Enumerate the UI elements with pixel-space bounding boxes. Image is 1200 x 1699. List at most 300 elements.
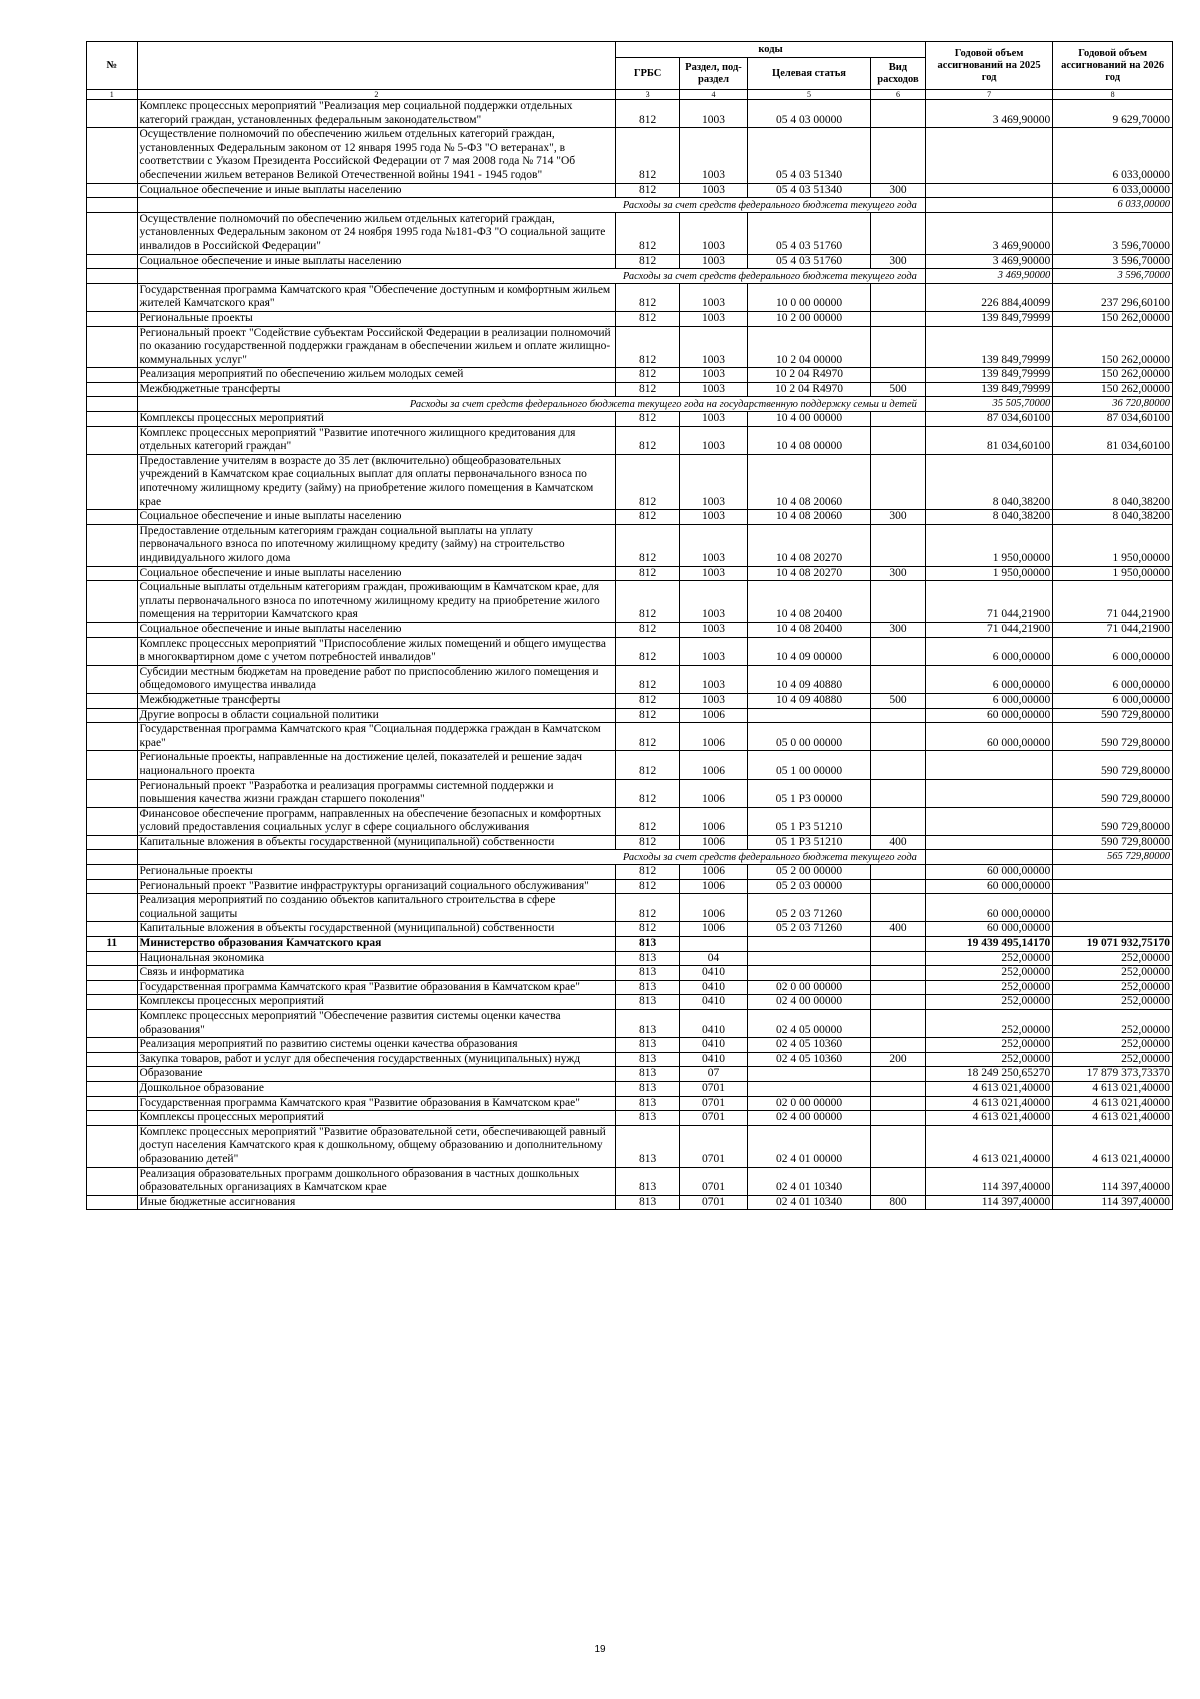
table-row xyxy=(87,524,1173,566)
target-article-cell: 05 2 03 71260 xyxy=(748,922,871,937)
item-name-cell: Комплекс процессных мероприятий "Реализация мер социальной поддержки отдельных категорий граждан, установленных федеральным законодательством" xyxy=(137,100,616,128)
target-article-cell: 05 2 00 00000 xyxy=(748,865,871,880)
amount-2026-cell: 87 034,60100 xyxy=(1053,412,1173,427)
target-article-cell: 10 4 08 20270 xyxy=(748,566,871,581)
expense-type-cell xyxy=(871,454,926,509)
item-name-cell: Социальное обеспечение и иные выплаты населению xyxy=(137,183,616,198)
grbs-cell: 813 xyxy=(616,1167,680,1195)
grbs-cell: 813 xyxy=(616,1067,680,1082)
section-cell: 1006 xyxy=(679,922,747,937)
amount-2026-cell xyxy=(1053,894,1173,922)
row-number-cell xyxy=(87,1111,138,1126)
row-number-cell xyxy=(87,1052,138,1067)
row-number-cell xyxy=(87,128,138,183)
amount-2025-cell: 3 469,90000 xyxy=(925,254,1052,269)
table-row xyxy=(87,212,1173,254)
target-article-cell: 10 2 00 00000 xyxy=(748,311,871,326)
amount-2025-cell: 114 397,40000 xyxy=(925,1167,1052,1195)
grbs-cell: 812 xyxy=(616,693,680,708)
amount-2025-cell: 252,00000 xyxy=(925,980,1052,995)
target-article-cell: 10 4 08 00000 xyxy=(748,426,871,454)
section-cell: 07 xyxy=(679,1067,747,1082)
row-number-cell xyxy=(87,1081,138,1096)
row-number-cell xyxy=(87,1167,138,1195)
amount-2025-cell: 226 884,40099 xyxy=(925,283,1052,311)
target-article-cell: 10 4 09 00000 xyxy=(748,637,871,665)
grbs-cell: 812 xyxy=(616,183,680,198)
amount-2025-cell: 252,00000 xyxy=(925,995,1052,1010)
amount-2026-cell: 6 033,00000 xyxy=(1053,183,1173,198)
note-cell: Расходы за счет средств федерального бюджета текущего года xyxy=(137,198,925,213)
table-row xyxy=(87,1052,1173,1067)
table-row xyxy=(87,951,1173,966)
amount-2025-cell: 139 849,79999 xyxy=(925,326,1052,368)
expense-type-cell xyxy=(871,995,926,1010)
target-article-cell: 02 0 00 00000 xyxy=(748,1096,871,1111)
table-row xyxy=(87,283,1173,311)
table-row xyxy=(87,1195,1173,1210)
row-number-cell xyxy=(87,183,138,198)
item-name-cell: Комплексы процессных мероприятий xyxy=(137,995,616,1010)
section-cell: 0410 xyxy=(679,1010,747,1038)
col-target-header: Целевая статья xyxy=(748,58,871,90)
item-name-cell: Финансовое обеспечение программ, направленных на обеспечение безопасных и комфортных условий предоставления социальных услуг в сфере социального обслуживания xyxy=(137,807,616,835)
amount-2025-cell: 139 849,79999 xyxy=(925,311,1052,326)
amount-2025-cell: 4 613 021,40000 xyxy=(925,1096,1052,1111)
table-row xyxy=(87,1167,1173,1195)
amount-2025-cell: 71 044,21900 xyxy=(925,581,1052,623)
row-number-cell: 11 xyxy=(87,937,138,952)
item-name-cell: Национальная экономика xyxy=(137,951,616,966)
item-name-cell: Социальное обеспечение и иные выплаты населению xyxy=(137,254,616,269)
grbs-cell: 812 xyxy=(616,581,680,623)
amount-2025-cell: 1 950,00000 xyxy=(925,524,1052,566)
amount-2026-cell: 565 729,80000 xyxy=(1053,850,1173,865)
expense-type-cell xyxy=(871,311,926,326)
row-number-cell xyxy=(87,198,138,213)
amount-2026-cell: 252,00000 xyxy=(1053,1052,1173,1067)
grbs-cell: 813 xyxy=(616,1125,680,1167)
amount-2026-cell: 4 613 021,40000 xyxy=(1053,1096,1173,1111)
section-cell: 0410 xyxy=(679,966,747,981)
amount-2026-cell: 9 629,70000 xyxy=(1053,100,1173,128)
section-cell: 1003 xyxy=(679,311,747,326)
amount-2025-cell: 87 034,60100 xyxy=(925,412,1052,427)
row-number-cell xyxy=(87,951,138,966)
table-row xyxy=(87,454,1173,509)
table-row xyxy=(87,995,1173,1010)
amount-2026-cell: 252,00000 xyxy=(1053,995,1173,1010)
target-article-cell: 05 1 P3 00000 xyxy=(748,779,871,807)
grbs-cell: 813 xyxy=(616,1081,680,1096)
row-number-cell xyxy=(87,581,138,623)
amount-2026-cell: 6 033,00000 xyxy=(1053,198,1173,213)
section-cell: 1006 xyxy=(679,751,747,779)
column-index: 4 xyxy=(679,90,747,100)
amount-2025-cell: 71 044,21900 xyxy=(925,622,1052,637)
grbs-cell: 812 xyxy=(616,128,680,183)
column-index: 3 xyxy=(616,90,680,100)
amount-2025-cell xyxy=(925,751,1052,779)
item-name-cell: Предоставление отдельным категориям граждан социальной выплаты на уплату первоначального взноса по ипотечному жилищному кредиту (займу) на строительство индивидуального жилого дома xyxy=(137,524,616,566)
grbs-cell: 812 xyxy=(616,566,680,581)
column-index: 7 xyxy=(925,90,1052,100)
section-cell: 1003 xyxy=(679,368,747,383)
expense-type-cell xyxy=(871,326,926,368)
expense-type-cell: 300 xyxy=(871,622,926,637)
row-number-cell xyxy=(87,283,138,311)
section-cell: 1006 xyxy=(679,894,747,922)
expense-type-cell: 800 xyxy=(871,1195,926,1210)
row-number-cell xyxy=(87,835,138,850)
target-article-cell xyxy=(748,966,871,981)
grbs-cell: 812 xyxy=(616,382,680,397)
row-number-cell xyxy=(87,382,138,397)
amount-2025-cell xyxy=(925,183,1052,198)
row-number-cell xyxy=(87,723,138,751)
row-number-cell xyxy=(87,637,138,665)
row-number-cell xyxy=(87,1038,138,1053)
row-number-cell xyxy=(87,922,138,937)
table-row xyxy=(87,100,1173,128)
col-section-header: Раздел, под-раздел xyxy=(679,58,747,90)
grbs-cell: 812 xyxy=(616,212,680,254)
amount-2025-cell xyxy=(925,128,1052,183)
grbs-cell: 812 xyxy=(616,807,680,835)
grbs-cell: 812 xyxy=(616,637,680,665)
row-number-cell xyxy=(87,1010,138,1038)
item-name-cell: Социальное обеспечение и иные выплаты населению xyxy=(137,566,616,581)
amount-2026-cell: 4 613 021,40000 xyxy=(1053,1111,1173,1126)
row-number-cell xyxy=(87,397,138,412)
section-cell: 1003 xyxy=(679,212,747,254)
target-article-cell: 02 4 05 00000 xyxy=(748,1010,871,1038)
amount-2026-cell: 6 000,00000 xyxy=(1053,665,1173,693)
item-name-cell: Субсидии местным бюджетам на проведение работ по приспособлению жилого помещения и общедомового имущества инвалида xyxy=(137,665,616,693)
amount-2025-cell: 252,00000 xyxy=(925,1038,1052,1053)
amount-2025-cell: 60 000,00000 xyxy=(925,894,1052,922)
note-cell: Расходы за счет средств федерального бюджета текущего года xyxy=(137,850,925,865)
expense-type-cell xyxy=(871,879,926,894)
section-cell: 1003 xyxy=(679,693,747,708)
section-cell: 1006 xyxy=(679,807,747,835)
target-article-cell: 10 4 08 20400 xyxy=(748,581,871,623)
item-name-cell: Закупка товаров, работ и услуг для обеспечения государственных (муниципальных) нужд xyxy=(137,1052,616,1067)
table-row xyxy=(87,937,1173,952)
amount-2025-cell xyxy=(925,807,1052,835)
grbs-cell: 812 xyxy=(616,665,680,693)
target-article-cell: 05 4 03 51340 xyxy=(748,183,871,198)
amount-2026-cell: 4 613 021,40000 xyxy=(1053,1125,1173,1167)
target-article-cell: 10 4 09 40880 xyxy=(748,665,871,693)
item-name-cell: Комплекс процессных мероприятий "Развитие образовательной сети, обеспечивающей равный доступ населения Камчатского края к дошкольному, общему образованию и дополнительному образованию детей" xyxy=(137,1125,616,1167)
amount-2025-cell: 4 613 021,40000 xyxy=(925,1081,1052,1096)
section-cell: 1006 xyxy=(679,879,747,894)
target-article-cell: 10 2 04 00000 xyxy=(748,326,871,368)
amount-2025-cell: 60 000,00000 xyxy=(925,723,1052,751)
item-name-cell: Региональный проект "Содействие субъектам Российской Федерации в реализации полномочий по оказанию государственной поддержки гражданам в обеспечении жильем и оплате жилищно-коммунальных услуг" xyxy=(137,326,616,368)
item-name-cell: Региональный проект "Разработка и реализация программы системной поддержки и повышения качества жизни граждан старшего поколения" xyxy=(137,779,616,807)
amount-2025-cell: 60 000,00000 xyxy=(925,879,1052,894)
row-number-cell xyxy=(87,1096,138,1111)
item-name-cell: Межбюджетные трансферты xyxy=(137,382,616,397)
amount-2025-cell: 252,00000 xyxy=(925,966,1052,981)
grbs-cell: 813 xyxy=(616,1096,680,1111)
section-cell: 0701 xyxy=(679,1111,747,1126)
expense-type-cell xyxy=(871,779,926,807)
row-number-cell xyxy=(87,751,138,779)
item-name-cell: Региональные проекты, направленные на достижение целей, показателей и решение задач национального проекта xyxy=(137,751,616,779)
amount-2025-cell: 19 439 495,14170 xyxy=(925,937,1052,952)
amount-2025-cell: 4 613 021,40000 xyxy=(925,1111,1052,1126)
item-name-cell: Капитальные вложения в объекты государственной (муниципальной) собственности xyxy=(137,835,616,850)
grbs-cell: 813 xyxy=(616,980,680,995)
amount-2026-cell xyxy=(1053,922,1173,937)
section-cell: 1003 xyxy=(679,254,747,269)
grbs-cell: 813 xyxy=(616,1052,680,1067)
amount-2025-cell: 114 397,40000 xyxy=(925,1195,1052,1210)
table-row xyxy=(87,894,1173,922)
target-article-cell: 05 0 00 00000 xyxy=(748,723,871,751)
column-index-row xyxy=(87,90,1173,100)
expense-type-cell: 400 xyxy=(871,922,926,937)
item-name-cell: Капитальные вложения в объекты государственной (муниципальной) собственности xyxy=(137,922,616,937)
grbs-cell: 812 xyxy=(616,751,680,779)
expense-type-cell: 300 xyxy=(871,510,926,525)
target-article-cell: 05 1 00 00000 xyxy=(748,751,871,779)
grbs-cell: 812 xyxy=(616,100,680,128)
table-row xyxy=(87,1067,1173,1082)
target-article-cell xyxy=(748,937,871,952)
amount-2025-cell xyxy=(925,850,1052,865)
amount-2025-cell: 3 469,90000 xyxy=(925,269,1052,284)
row-number-cell xyxy=(87,980,138,995)
expense-type-cell xyxy=(871,368,926,383)
expense-type-cell xyxy=(871,1096,926,1111)
item-name-cell: Комплекс процессных мероприятий "Приспособление жилых помещений и общего имущества в многоквартирном доме с учетом потребностей инвалидов" xyxy=(137,637,616,665)
amount-2025-cell xyxy=(925,198,1052,213)
expense-type-cell xyxy=(871,283,926,311)
grbs-cell: 812 xyxy=(616,426,680,454)
target-article-cell: 05 1 P3 51210 xyxy=(748,835,871,850)
section-cell: 1003 xyxy=(679,183,747,198)
table-row xyxy=(87,254,1173,269)
expense-type-cell xyxy=(871,723,926,751)
item-name-cell: Министерство образования Камчатского края xyxy=(137,937,616,952)
row-number-cell xyxy=(87,426,138,454)
section-cell: 04 xyxy=(679,951,747,966)
item-name-cell: Связь и информатика xyxy=(137,966,616,981)
table-row xyxy=(87,693,1173,708)
item-name-cell: Государственная программа Камчатского края "Социальная поддержка граждан в Камчатском крае" xyxy=(137,723,616,751)
amount-2025-cell: 252,00000 xyxy=(925,1010,1052,1038)
table-row xyxy=(87,922,1173,937)
amount-2026-cell: 237 296,60100 xyxy=(1053,283,1173,311)
row-number-cell xyxy=(87,807,138,835)
section-cell: 1003 xyxy=(679,454,747,509)
row-number-cell xyxy=(87,566,138,581)
amount-2026-cell: 590 729,80000 xyxy=(1053,723,1173,751)
target-article-cell: 10 4 08 20060 xyxy=(748,454,871,509)
section-cell: 1003 xyxy=(679,283,747,311)
amount-2026-cell: 590 729,80000 xyxy=(1053,779,1173,807)
target-article-cell: 05 2 03 71260 xyxy=(748,894,871,922)
budget-table xyxy=(86,41,1173,1210)
table-row xyxy=(87,382,1173,397)
table-row xyxy=(87,708,1173,723)
expense-type-cell xyxy=(871,524,926,566)
item-name-cell: Комплекс процессных мероприятий "Развитие ипотечного жилищного кредитования для отдельных категорий граждан" xyxy=(137,426,616,454)
amount-2025-cell: 8 040,38200 xyxy=(925,510,1052,525)
expense-type-cell xyxy=(871,751,926,779)
col-no-header: № xyxy=(87,42,138,90)
amount-2026-cell: 252,00000 xyxy=(1053,1010,1173,1038)
amount-2026-cell: 3 596,70000 xyxy=(1053,254,1173,269)
target-article-cell: 10 4 09 40880 xyxy=(748,693,871,708)
budget-table-sheet xyxy=(86,41,1173,1210)
amount-2026-cell: 36 720,80000 xyxy=(1053,397,1173,412)
target-article-cell: 05 4 03 51760 xyxy=(748,254,871,269)
grbs-cell: 813 xyxy=(616,951,680,966)
section-cell: 0701 xyxy=(679,1125,747,1167)
expense-type-cell xyxy=(871,865,926,880)
target-article-cell: 05 1 P3 51210 xyxy=(748,807,871,835)
section-cell: 0410 xyxy=(679,995,747,1010)
amount-2025-cell: 6 000,00000 xyxy=(925,693,1052,708)
amount-2026-cell xyxy=(1053,879,1173,894)
item-name-cell: Комплекс процессных мероприятий "Обеспечение развития системы оценки качества образования" xyxy=(137,1010,616,1038)
row-number-cell xyxy=(87,693,138,708)
table-row xyxy=(87,835,1173,850)
section-cell: 1006 xyxy=(679,723,747,751)
amount-2026-cell: 81 034,60100 xyxy=(1053,426,1173,454)
section-cell: 0410 xyxy=(679,1038,747,1053)
item-name-cell: Комплексы процессных мероприятий xyxy=(137,1111,616,1126)
section-cell: 0410 xyxy=(679,1052,747,1067)
target-article-cell: 05 4 03 51340 xyxy=(748,128,871,183)
grbs-cell: 812 xyxy=(616,865,680,880)
row-number-cell xyxy=(87,850,138,865)
table-body xyxy=(87,100,1173,1210)
expense-type-cell xyxy=(871,212,926,254)
section-cell: 1003 xyxy=(679,566,747,581)
row-number-cell xyxy=(87,269,138,284)
grbs-cell: 813 xyxy=(616,1010,680,1038)
grbs-cell: 813 xyxy=(616,1038,680,1053)
grbs-cell: 812 xyxy=(616,723,680,751)
note-cell: Расходы за счет средств федерального бюджета текущего года на государственную поддержку семьи и детей xyxy=(137,397,925,412)
row-number-cell xyxy=(87,254,138,269)
table-row xyxy=(87,779,1173,807)
amount-2026-cell: 1 950,00000 xyxy=(1053,566,1173,581)
item-name-cell: Межбюджетные трансферты xyxy=(137,693,616,708)
expense-type-cell xyxy=(871,1038,926,1053)
item-name-cell: Предоставление учителям в возрасте до 35 лет (включительно) общеобразовательных учреждений в Камчатском крае социальных выплат для оплаты первоначального взноса по ипотечному жилищному кредиту (займу) на приобретение жилого помещения в Камчатском крае xyxy=(137,454,616,509)
grbs-cell: 812 xyxy=(616,622,680,637)
amount-2026-cell: 4 613 021,40000 xyxy=(1053,1081,1173,1096)
amount-2025-cell: 139 849,79999 xyxy=(925,368,1052,383)
amount-2026-cell: 3 596,70000 xyxy=(1053,269,1173,284)
grbs-cell: 812 xyxy=(616,510,680,525)
table-row xyxy=(87,183,1173,198)
section-cell: 1003 xyxy=(679,637,747,665)
target-article-cell xyxy=(748,951,871,966)
table-row xyxy=(87,751,1173,779)
item-name-cell: Государственная программа Камчатского края "Обеспечение доступным и комфортным жильем жителей Камчатского края" xyxy=(137,283,616,311)
target-article-cell: 05 4 03 51760 xyxy=(748,212,871,254)
col-exptype-header: Вид расходов xyxy=(871,58,926,90)
amount-2026-cell: 19 071 932,75170 xyxy=(1053,937,1173,952)
item-name-cell: Социальные выплаты отдельным категориям граждан, проживающим в Камчатском крае, для уплаты первоначального взноса по ипотечному жилищному кредиту на приобретение жилого помещения на территории Камчатского края xyxy=(137,581,616,623)
item-name-cell: Осуществление полномочий по обеспечению жильем отдельных категорий граждан, установленных Федеральным законом от 12 января 1995 года № 5-ФЗ "О ветеранах", в соответствии с Указом Президента Российской Федерации от 7 мая 2008 года № 714 "Об обеспечении жильем ветеранов Великой Отечественной войны 1941 - 1945 годов" xyxy=(137,128,616,183)
row-number-cell xyxy=(87,966,138,981)
amount-2026-cell: 252,00000 xyxy=(1053,951,1173,966)
column-index: 5 xyxy=(748,90,871,100)
amount-2026-cell: 590 729,80000 xyxy=(1053,835,1173,850)
section-cell: 1003 xyxy=(679,622,747,637)
grbs-cell: 812 xyxy=(616,368,680,383)
row-number-cell xyxy=(87,454,138,509)
grbs-cell: 812 xyxy=(616,524,680,566)
note-row xyxy=(87,850,1173,865)
amount-2025-cell: 81 034,60100 xyxy=(925,426,1052,454)
table-row xyxy=(87,326,1173,368)
expense-type-cell xyxy=(871,665,926,693)
table-row xyxy=(87,1038,1173,1053)
amount-2026-cell: 6 033,00000 xyxy=(1053,128,1173,183)
section-cell: 0701 xyxy=(679,1096,747,1111)
expense-type-cell xyxy=(871,1067,926,1082)
grbs-cell: 813 xyxy=(616,966,680,981)
grbs-cell: 812 xyxy=(616,708,680,723)
column-index: 8 xyxy=(1053,90,1173,100)
section-cell: 1003 xyxy=(679,581,747,623)
expense-type-cell: 400 xyxy=(871,835,926,850)
table-row xyxy=(87,966,1173,981)
amount-2026-cell: 8 040,38200 xyxy=(1053,510,1173,525)
section-cell: 1006 xyxy=(679,835,747,850)
target-article-cell xyxy=(748,708,871,723)
column-index: 2 xyxy=(137,90,616,100)
amount-2026-cell: 3 596,70000 xyxy=(1053,212,1173,254)
expense-type-cell xyxy=(871,951,926,966)
target-article-cell: 10 4 08 20400 xyxy=(748,622,871,637)
grbs-cell: 812 xyxy=(616,283,680,311)
row-number-cell xyxy=(87,879,138,894)
item-name-cell: Реализация образовательных программ дошкольного образования в частных дошкольных образовательных организациях в Камчатском крае xyxy=(137,1167,616,1195)
item-name-cell: Комплексы процессных мероприятий xyxy=(137,412,616,427)
item-name-cell: Осуществление полномочий по обеспечению жильем отдельных категорий граждан, установленных Федеральным законом от 24 ноября 1995 года №181-ФЗ "О социальной защите инвалидов в Российской Федерации" xyxy=(137,212,616,254)
section-cell: 0701 xyxy=(679,1081,747,1096)
note-row xyxy=(87,397,1173,412)
col-name-header xyxy=(137,42,616,90)
note-row xyxy=(87,198,1173,213)
table-row xyxy=(87,637,1173,665)
amount-2025-cell: 8 040,38200 xyxy=(925,454,1052,509)
expense-type-cell xyxy=(871,1081,926,1096)
amount-2026-cell: 590 729,80000 xyxy=(1053,751,1173,779)
expense-type-cell xyxy=(871,937,926,952)
row-number-cell xyxy=(87,212,138,254)
expense-type-cell xyxy=(871,708,926,723)
expense-type-cell: 300 xyxy=(871,254,926,269)
grbs-cell: 812 xyxy=(616,879,680,894)
section-cell: 1003 xyxy=(679,524,747,566)
expense-type-cell xyxy=(871,1125,926,1167)
row-number-cell xyxy=(87,311,138,326)
expense-type-cell xyxy=(871,980,926,995)
row-number-cell xyxy=(87,1195,138,1210)
